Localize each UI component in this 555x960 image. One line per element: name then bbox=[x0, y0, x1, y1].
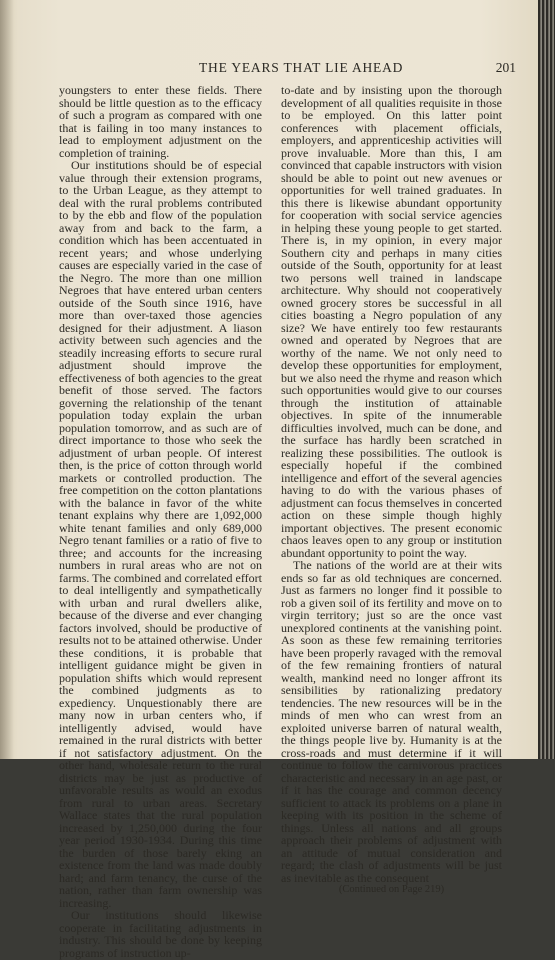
page-header bbox=[60, 60, 516, 80]
left-paragraph-3: Our institutions should likewise cooperate in facilitating adjustments in industry. This should be done by keeping programs of instruction up- bbox=[59, 908, 262, 960]
right-column bbox=[281, 84, 502, 897]
running-head: THE YEARS THAT LIE AHEAD bbox=[199, 60, 404, 75]
continued-notice: (Continued on Page 219) bbox=[338, 884, 445, 895]
right-paragraph-1: to-date and by insisting upon the thorough development of all qualities requisite in those to be employed. On this latter point conferences with placement officials, employers, and apprenticeship activities will prove invaluable. More than this, I am convinced that capable instructors with vision should be able to point out new avenues or opportunities for well trained graduates. In this there is likewise abundant opportunity for cooperation with social service agencies in helping these young people to get started. There is, in my opinion, in every major Southern city and perhaps in many cities outside of the South, opportunity for at least two persons well trained in landscape architecture. Why should not cooperatively owned grocery stores be successful in all cities boasting a Negro population of any size? We have entirely too few restaurants owned and operated by Negroes that are worthy of the name. We not only need to develop these opportunities for employment, but we also need the rhyme and reason which such opportunities would give to our courses through the institution of attainable objectives. In spite of the innumerable difficulties involved, much can be done, and the surface has hardly been scratched in realizing these possibilities. The outlook is especially hopeful if the combined intelligence and effort of the several agencies having to do with the various phases of adjustment can focus themselves in concerted action on these simple though highly important objectives. The present economic chaos leaves open to any group or institution abundant opportunity to point the way. bbox=[281, 83, 502, 560]
gutter-shadow bbox=[0, 0, 14, 759]
left-paragraph-2: Our institutions should be of especial value through their extension programs, to the Urban League, as they attempt to deal with the rural problems contributed to by the ebb and flow of the population away from and back to the farm, a condition which has been accentuated in recent years; and whose underlying causes are especially varied in the case of the Negro. The more than one million Negroes that have entered urban centers outside of the South since 1916, have more than over-taxed those agencies designed for their adjustment. A liason activity between such agencies and the steadily increasing efforts to secure rural adjustment should improve the effectiveness of both agencies to the great benefit of those served. The factors governing the relationship of the tenant population today explain the urban population tomorrow, and as such are of direct importance to those who seek the adjustment of urban people. Of interest then, is the price of cotton through world markets or controlled production. The free competition on the cotton plantations with the balance in favor of the white tenant explains why there are 1,092,000 white tenant families and only 689,000 Negro tenant families or a ratio of five to three; and accounts for the increasing numbers in rural areas who are not on farms. The combined and correlated effort to deal intelligently and sympathetically with urban and rural dwellers alike, because of the diverse and ever changing factors involved, should be productive of results not to be attained otherwise. Under these conditions, it is probable that intelligent guidance might be given in population shifts which would represent the combined judgments as to expediency. Unquestionably there are many now in urban centers who, if intelligently advised, would have remained in the rural districts with better if not satisfactory adjustment. On the other hand, wholesale return to the rural districts may be just as productive of unfavorable results as would an exodus from rural to urban areas. Secretary Wallace states that the rural population increased by 1,250,000 during the four year period 1930-1934. During this time the burden of those barely eking an existence from the land was made doubly hard; and farm tenancy, the curse of the nation, rather than farm ownership was increasing. bbox=[59, 158, 262, 910]
right-paragraph-2: The nations of the world are at their wits ends so far as old techniques are concerned. Just as farmers no longer find it possible to rob a given soil of its fertility and move on to virgin territory; just so are the once vast unexplored continents at the vanishing point. As soon as these few remaining territories have been properly ravaged with the removal of the few remaining frontiers of natural wealth, mankind need no longer affront its sensibilities by rationalizing predatory tendencies. The new resources will be in the minds of men who can wrest from an exploited universe barren of natural wealth, the things people live by. Humanity is at the cross-roads and must determine if it will continue to follow the carnivorous practices characteristic and necessary in an age past, or if it has the courage and common decency sufficient to attack its problems on a plane in keeping with its position in the scheme of things. Unless all nations and all groups approach their problems of adjustment with an attitude of mutual consideration and regard; the clash of adjustments will be just as inevitable as the consequent bbox=[281, 558, 502, 885]
left-paragraph-1: youngsters to enter these fields. There should be little question as to the efficacy of such a program as compared with one that is failing in too many instances to lead to employment adjustment on the completion of training. bbox=[59, 83, 262, 160]
left-column bbox=[59, 84, 262, 959]
page-number: 201 bbox=[495, 60, 516, 75]
book-spine-edge bbox=[538, 0, 555, 759]
